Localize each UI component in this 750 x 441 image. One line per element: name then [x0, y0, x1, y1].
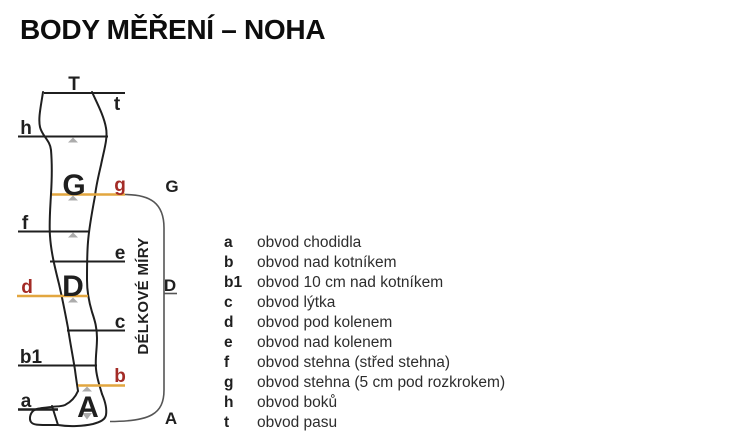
legend-row-d: [224, 313, 505, 333]
leg-measurement-diagram: [0, 60, 212, 441]
legend-row-b: [224, 253, 505, 273]
legend-row-f: [224, 353, 505, 373]
legend-label: obvod nad kotníkem: [257, 254, 397, 271]
legend-label: obvod lýtka: [257, 294, 336, 311]
legend-key: e: [224, 334, 233, 351]
length-measures-title: DÉLKOVÉ MÍRY: [135, 237, 152, 355]
label-D-large: D: [62, 270, 84, 303]
legend-label: obvod pod kolenem: [257, 314, 393, 331]
legend-key: a: [224, 234, 233, 251]
legend-label: obvod nad kolenem: [257, 334, 393, 351]
leg-outline: [30, 92, 107, 426]
triangle-up-h: [68, 138, 78, 143]
legend-label: obvod pasu: [257, 414, 338, 431]
legend-row-h: [224, 393, 505, 413]
legend-label: obvod boků: [257, 394, 338, 411]
legend-row-c: [224, 293, 505, 313]
legend-key: c: [224, 294, 233, 311]
legend-key: t: [224, 414, 230, 431]
legend-key: f: [224, 354, 230, 371]
label-h: h: [20, 118, 32, 139]
legend-row-a: [224, 233, 505, 253]
label-e: e: [114, 243, 126, 264]
legend-key: b1: [224, 274, 243, 291]
legend-key: g: [224, 374, 234, 391]
legend-label: obvod stehna (5 cm pod rozkrokem): [257, 374, 506, 391]
label-b1: b1: [19, 347, 43, 368]
triangle-up-f: [68, 233, 78, 238]
length-bracket: [110, 177, 179, 428]
legend-label: obvod 10 cm nad kotníkem: [257, 274, 444, 291]
label-T: T: [68, 74, 80, 95]
measurement-labels: [20, 74, 126, 424]
label-t: t: [113, 94, 121, 115]
legend-key: d: [224, 314, 234, 331]
label-d: d: [21, 277, 33, 298]
legend-row-t: [224, 413, 505, 433]
label-b: b: [114, 366, 126, 387]
legend-label: obvod stehna (střed stehna): [257, 354, 451, 371]
legend-label: obvod chodidla: [257, 234, 362, 251]
label-a: a: [20, 391, 32, 412]
bracket-label-G: G: [165, 177, 179, 196]
bracket-label-D: D: [163, 276, 177, 295]
label-c: c: [114, 312, 126, 333]
page-title: BODY MĚŘENÍ – NOHA: [20, 14, 326, 45]
label-f: f: [21, 213, 29, 234]
legend-key: h: [224, 394, 234, 411]
legend-row-g: [224, 373, 505, 393]
label-G-large: G: [62, 169, 86, 202]
legend: [224, 233, 505, 433]
legend-key: b: [224, 254, 234, 271]
bracket-label-A: A: [164, 409, 178, 428]
legend-row-b1: [224, 273, 505, 293]
legend-row-e: [224, 333, 505, 353]
label-g: g: [114, 175, 126, 196]
label-A-large: A: [77, 391, 99, 424]
